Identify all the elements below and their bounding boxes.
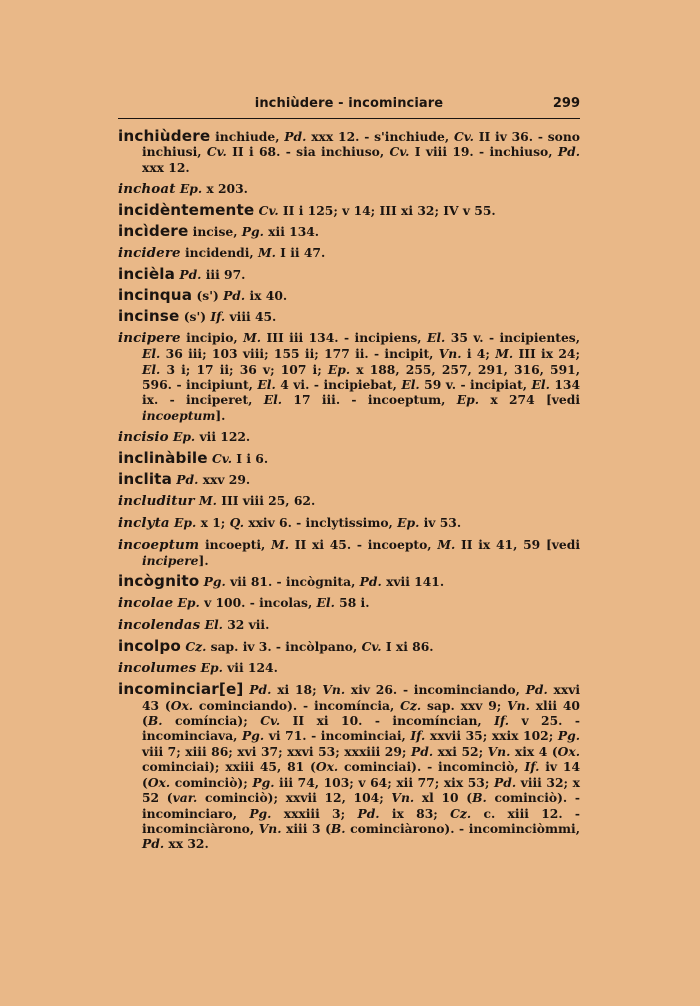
entry-body: Ep. vii 124. bbox=[200, 660, 278, 676]
entry-body: Pd. xi 18; Vn. xiv 26. - incominciando, Pd. xxvi 43 (Ox. cominciando). - incomíncia, Cz. sap. xxv 9; Vn. xlii 40 (B. comíncia); Cv. II xi 10. - incomíncian, If. v 25. - incominciava, Pg. vi 71. - incominciai, If. xxvii 35; xxix 102; Pg. viii 7; xiii 86; xvi 37; xxvi 53; xxxiii 29; Pd. xxi 52; Vn. xix 4 (Ox. cominciai); xxiii 45, 81 (Ox. cominciai). - incominciò, If. iv 14 (Ox. cominciò); Pg. iii 74, 103; v 64; xii 77; xix 53; Pd. viii 32; x 52 (var. cominciò); xxvii 12, 104; Vn. xl 10 (B. cominciò). - incominciaro, Pg. xxxiii 3; Pd. ix 83; Cz. c. xiii 12. - incominciàrono, Vn. xiii 3 (B. cominciàrono). - incominciòmmi, Pd. xx 32. bbox=[142, 682, 581, 852]
entry-headword: includitur bbox=[118, 492, 195, 509]
entry-headword: incisio bbox=[118, 428, 169, 445]
entry-body: Cz. sap. iv 3. - incòlpano, Cv. I xi 86. bbox=[185, 639, 434, 655]
dictionary-entry bbox=[118, 129, 580, 175]
entry-body: (s') Pd. ix 40. bbox=[196, 287, 288, 303]
dictionary-entry bbox=[118, 515, 580, 531]
entry-list bbox=[118, 129, 580, 852]
entry-body: El. 32 vii. bbox=[204, 617, 270, 633]
entry-body: incidendi, M. I ii 47. bbox=[185, 244, 326, 260]
entry-headword: incolae bbox=[118, 595, 174, 612]
entry-headword: incidere bbox=[118, 244, 181, 261]
entry-body: Ep. x 1; Q. xxiv 6. - inclytissimo, Ep. iv 53. bbox=[174, 514, 462, 530]
dictionary-entry bbox=[118, 493, 580, 509]
dictionary-entry bbox=[118, 221, 580, 240]
dictionary-entry bbox=[118, 306, 580, 325]
entry-headword: inchiùdere bbox=[118, 127, 211, 145]
dictionary-page bbox=[118, 92, 580, 857]
dictionary-entry bbox=[118, 537, 580, 569]
entry-body: Cv. II i 125; v 14; III xi 32; IV v 55. bbox=[258, 202, 496, 218]
running-title: inchiùdere - incominciare bbox=[254, 96, 444, 111]
entry-body: inchiude, Pd. xxx 12. - s'inchiude, Cv. II iv 36. - sono inchiusi, Cv. II i 68. - sia inchiuso, Cv. I viii 19. - inchiuso, Pd. xxx 12. bbox=[142, 129, 580, 175]
entry-headword: incominciar[e] bbox=[118, 680, 244, 699]
entry-body: incoepti, M. II xi 45. - incoepto, M. II ix 41, 59 [vedi incipere]. bbox=[142, 536, 581, 569]
dictionary-entry bbox=[118, 285, 580, 304]
entry-headword: incinqua bbox=[118, 285, 193, 304]
entry-headword: inclita bbox=[118, 469, 172, 488]
entry-headword: incoeptum bbox=[118, 536, 200, 553]
entry-headword: incipere bbox=[118, 329, 181, 346]
entry-headword: inchoat bbox=[118, 180, 176, 197]
dictionary-entry bbox=[118, 595, 580, 611]
page-number: 299 bbox=[552, 96, 580, 111]
dictionary-entry bbox=[118, 200, 580, 219]
entry-body: Ep. vii 122. bbox=[172, 428, 251, 444]
entry-headword: incolpo bbox=[118, 637, 182, 656]
dictionary-entry bbox=[118, 264, 580, 283]
dictionary-entry bbox=[118, 574, 580, 589]
entry-body: Ep. v 100. - incolas, El. 58 i. bbox=[177, 595, 370, 611]
entry-body: M. III viii 25, 62. bbox=[199, 492, 316, 508]
dictionary-entry bbox=[118, 639, 580, 654]
running-header bbox=[118, 92, 580, 119]
dictionary-entry bbox=[118, 448, 580, 467]
entry-headword: incolumes bbox=[118, 660, 197, 677]
dictionary-entry bbox=[118, 245, 580, 261]
dictionary-entry bbox=[118, 682, 580, 851]
entry-body: Pg. vii 81. - incògnita, Pd. xvii 141. bbox=[203, 574, 445, 590]
entry-body: incipio, M. III iii 134. - incipiens, El. 35 v. - incipientes, El. 36 iii; 103 viii; 155 ii; 177 ii. - incipit, Vn. i 4; M. III ix 24; El. 3 i; 17 ii; 36 v; 107 i; Ep. x 188, 255, 257, 291, 316, 591, 596. - incipiunt, El. 4 vi. - incipiebat, El. 59 v. - incipiat, El. 134 ix. - inciperet, El. 17 iii. - incoeptum, Ep. x 274 [vedi incoeptum]. bbox=[142, 329, 581, 423]
entry-headword: inclyta bbox=[118, 514, 170, 531]
entry-body: Cv. I i 6. bbox=[212, 450, 269, 466]
dictionary-entry bbox=[118, 617, 580, 633]
dictionary-entry bbox=[118, 181, 580, 197]
entry-headword: inclinàbile bbox=[118, 448, 208, 467]
entry-body: Pd. xxv 29. bbox=[176, 471, 251, 487]
entry-body: (s') If. viii 45. bbox=[183, 308, 277, 324]
dictionary-entry bbox=[118, 660, 580, 676]
entry-headword: incidèntemente bbox=[118, 200, 255, 219]
entry-body: incise, Pg. xii 134. bbox=[192, 223, 320, 239]
entry-headword: incinse bbox=[118, 306, 180, 325]
entry-headword: incolendas bbox=[118, 617, 201, 634]
dictionary-entry bbox=[118, 469, 580, 488]
entry-headword: incìdere bbox=[118, 221, 189, 240]
entry-body: Ep. x 203. bbox=[179, 180, 248, 196]
entry-body: Pd. iii 97. bbox=[179, 266, 246, 282]
dictionary-entry bbox=[118, 330, 580, 423]
entry-headword: incièla bbox=[118, 264, 176, 283]
dictionary-entry bbox=[118, 429, 580, 445]
entry-headword: incògnito bbox=[118, 572, 200, 591]
